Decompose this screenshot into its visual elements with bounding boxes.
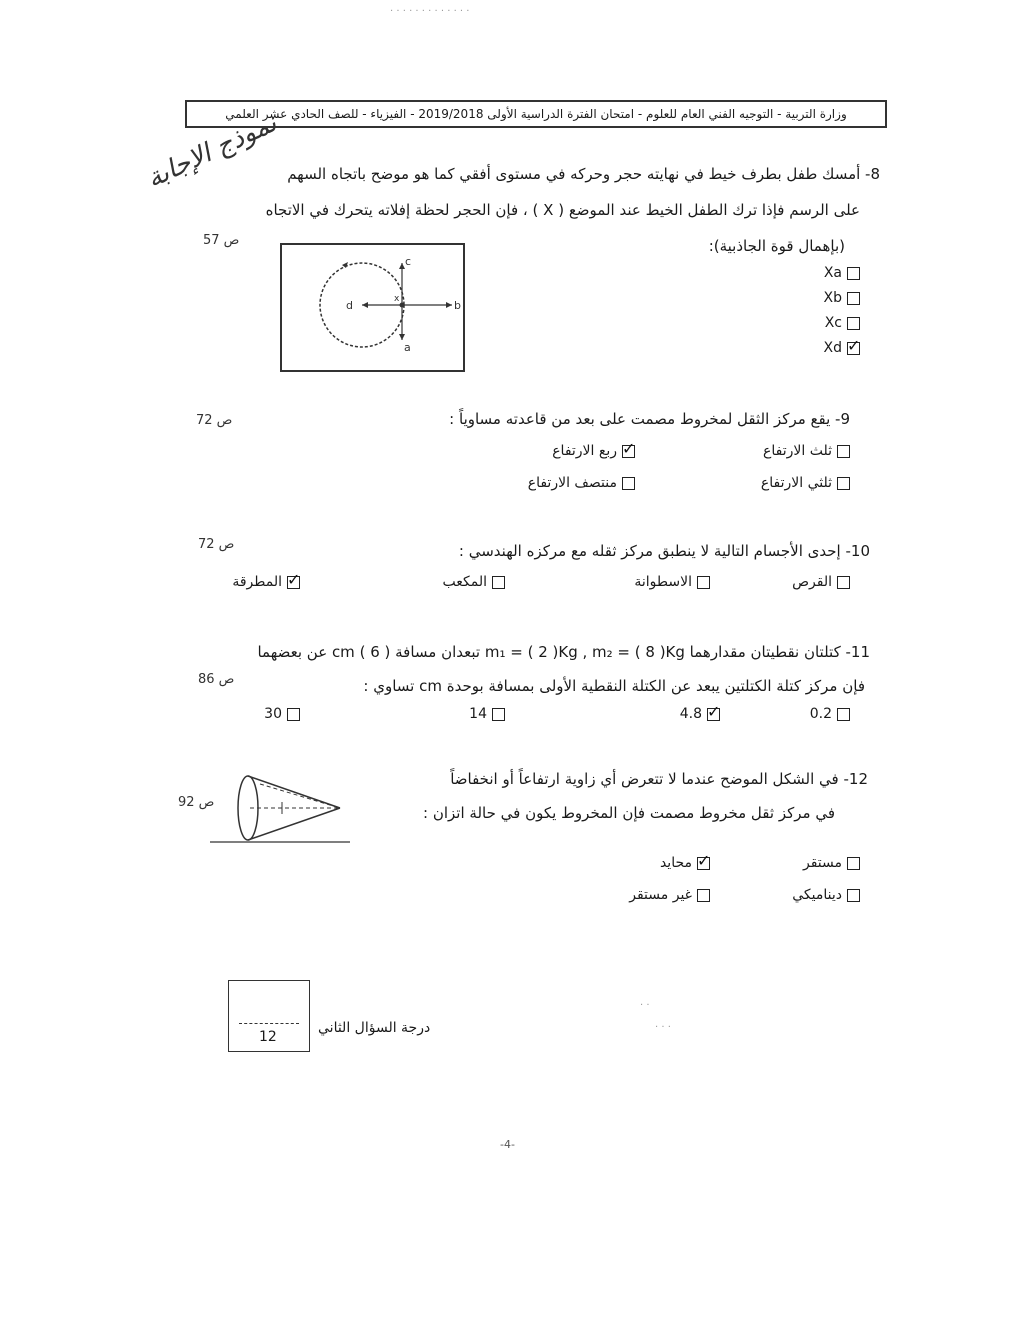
q10-option-4[interactable]: ✓ المطرقة (232, 574, 300, 590)
svg-text:a: a (404, 341, 411, 354)
q11-option-4[interactable]: 30 (264, 706, 300, 722)
q9-option-1[interactable]: ثلث الارتفاع (763, 443, 850, 459)
q10-question: 10- إحدى الأجسام التالية لا ينطبق مركز ثقله مع مركزه الهندسي : (458, 542, 870, 560)
q11-line1: 11- كتلتان نقطيتان مقدارهما m₁ = ( 2 )Kg , m₂ = ( 8 )Kg تبعدان مسافة ( 6 ) cm عن بعضهما (257, 643, 870, 661)
checkbox[interactable] (622, 477, 635, 490)
q8-circle-figure (280, 243, 465, 372)
q8-line2: على الرسم فإذا ترك الطفل الخيط عند الموضع ( X ) ، فإن الحجر لحظة إفلاته يتحرك في الاتجاه (265, 201, 860, 219)
q9-option-2[interactable]: ✓ ربع الارتفاع (552, 443, 635, 459)
answer-key-stamp: نموذج الإجابة (142, 108, 282, 195)
cone-base (238, 776, 258, 840)
q11-option-3[interactable]: 14 (469, 706, 505, 722)
q9-option-4[interactable]: منتصف الارتفاع (528, 475, 635, 491)
q12-page-ref: ص 92 (178, 795, 215, 810)
score-total: 12 (259, 1029, 277, 1045)
score-label: درجة السؤال الثاني (318, 1020, 431, 1036)
checkbox[interactable] (847, 267, 860, 280)
checkbox[interactable] (847, 889, 860, 902)
checkbox[interactable] (837, 576, 850, 589)
q9-page-ref: ص 72 (196, 413, 233, 428)
q11-option-1[interactable]: 0.2 (810, 706, 850, 722)
checkbox[interactable] (697, 889, 710, 902)
checkbox[interactable] (837, 477, 850, 490)
checkbox[interactable] (492, 576, 505, 589)
checkbox-checked[interactable] (847, 342, 860, 355)
q12-option-2[interactable]: ✓ محايد (660, 855, 710, 871)
q9-question: 9- يقع مركز الثقل لمخروط مصمت على بعد من قاعدته مساوياً : (449, 410, 850, 428)
checkbox-checked[interactable] (287, 576, 300, 589)
exam-header: وزارة التربية - التوجيه الفني العام للعلوم - امتحان الفترة الدراسية الأولى 2019/2018 - الفيزياء - للصف الحادي عشر العلمي (185, 100, 887, 128)
q8-option-a[interactable]: Xa (824, 265, 860, 281)
q8-option-d[interactable]: ✓ Xd (824, 340, 860, 356)
q8-line1: 8- أمسك طفل بطرف خيط في نهايته حجر وحركه في مستوى أفقي كما هو موضح باتجاه السهم (287, 165, 880, 183)
checkbox[interactable] (492, 708, 505, 721)
checkbox[interactable] (837, 708, 850, 721)
checkbox[interactable] (697, 576, 710, 589)
q12-line2: في مركز ثقل مخروط مصمت فإن المخروط يكون في حالة اتزان : (423, 804, 835, 822)
checkbox[interactable] (847, 292, 860, 305)
point-x (400, 303, 405, 308)
circular-motion-diagram (282, 245, 463, 370)
scan-dots: · · · · · · · · · · · · · (390, 6, 470, 17)
svg-text:d: d (346, 299, 353, 312)
q10-page-ref: ص 72 (198, 537, 235, 552)
checkbox-checked[interactable] (622, 445, 635, 458)
q11-page-ref: ص 86 (198, 672, 235, 687)
page-number: -4- (500, 1138, 515, 1151)
q11-line2: فإن مركز كتلة الكتلتين يبعد عن الكتلة النقطية الأولى بمسافة بوحدة cm تساوي : (363, 677, 865, 695)
q10-option-3[interactable]: المكعب (443, 574, 505, 590)
q8-option-c[interactable]: Xc (825, 315, 860, 331)
q10-option-2[interactable]: الاسطوانة (634, 574, 710, 590)
q10-option-1[interactable]: القرص (792, 574, 850, 590)
scan-dots: · · · (655, 1022, 671, 1033)
checkbox[interactable] (287, 708, 300, 721)
checkbox[interactable] (837, 445, 850, 458)
scan-dots: · · (640, 1000, 650, 1011)
q9-option-3[interactable]: ثلثي الارتفاع (761, 475, 850, 491)
svg-text:c: c (405, 255, 412, 268)
checkbox-checked[interactable] (697, 857, 710, 870)
q12-option-4[interactable]: غير مستقر (629, 887, 710, 903)
svg-text:b: b (454, 299, 461, 312)
q12-option-1[interactable]: مستقر (803, 855, 860, 871)
q8-line3: (بإهمال قوة الجاذبية): (708, 237, 845, 255)
q8-page-ref: ص 57 (203, 233, 240, 248)
q8-option-b[interactable]: Xb (824, 290, 860, 306)
checkbox-checked[interactable] (707, 708, 720, 721)
score-box (228, 980, 310, 1052)
checkbox[interactable] (847, 857, 860, 870)
score-divider (239, 1023, 299, 1024)
q12-option-3[interactable]: ديناميكي (792, 887, 860, 903)
q11-option-2[interactable]: ✓ 4.8 (680, 706, 720, 722)
svg-text:x: x (394, 294, 400, 304)
checkbox[interactable] (847, 317, 860, 330)
q12-line1: 12- في الشكل الموضح عندما لا تتعرض أي زاوية ارتفاعاً أو انخفاضاً (450, 770, 868, 788)
cone-on-side-figure (210, 768, 350, 848)
